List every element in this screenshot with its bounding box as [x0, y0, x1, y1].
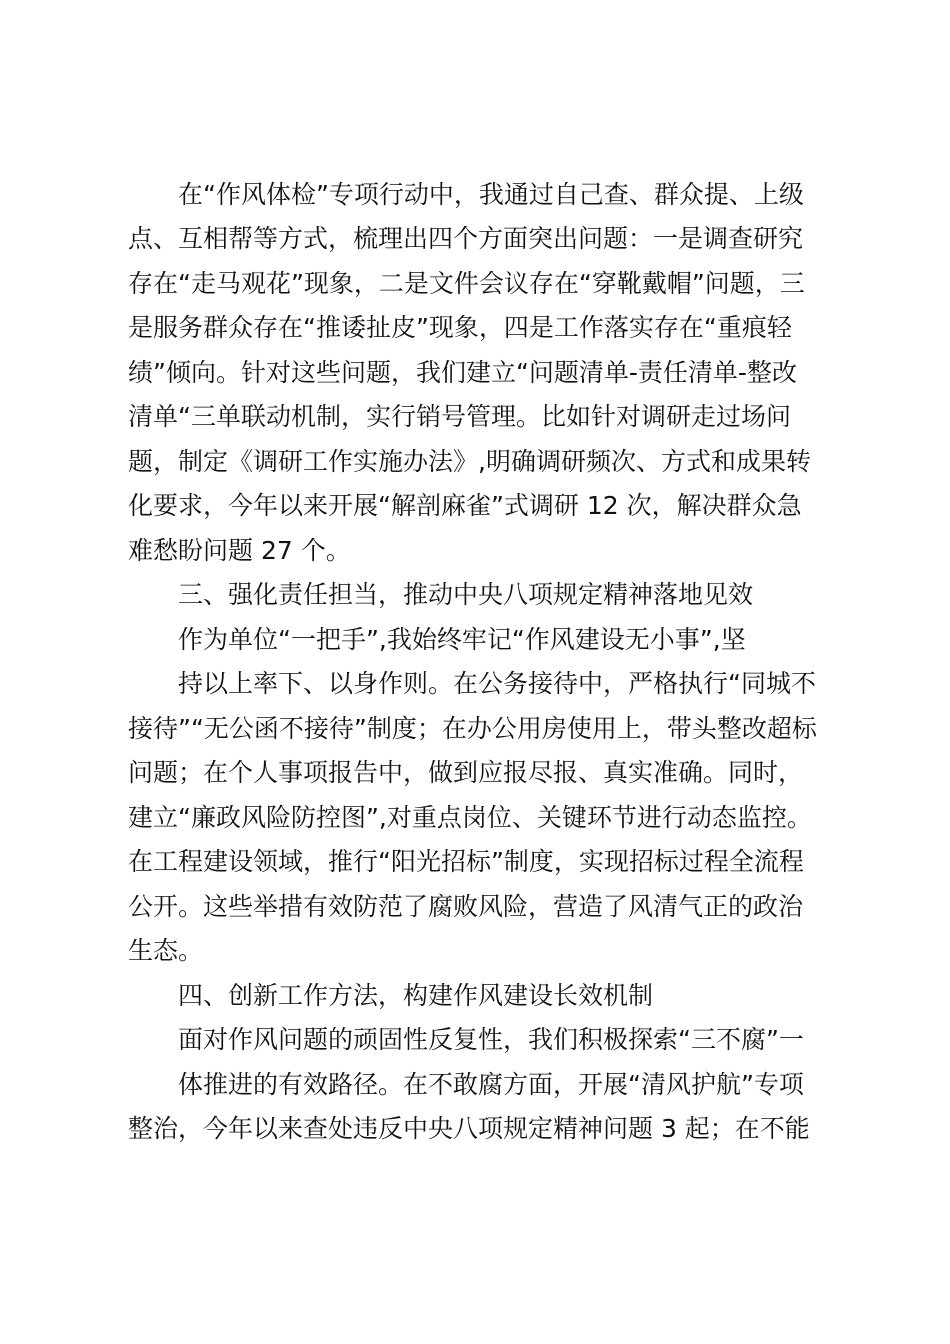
paragraph-line-7: 题，制定《调研工作实施办法》,明确调研频次、方式和成果转 — [128, 447, 811, 476]
paragraph-line-22: 整治，今年以来查处违反中央八项规定精神问题 3 起；在不能 — [128, 1114, 810, 1143]
paragraph-line-15: 建立“廉政风险防控图”,对重点岗位、关键环节进行动态监控。 — [128, 803, 812, 832]
paragraph-line-20: 面对作风问题的顽固性反复性，我们积极探索“三不腐”一 — [178, 1025, 804, 1054]
paragraph-line-18: 生态。 — [128, 936, 204, 965]
paragraph-line-1: 在“作风体检”专项行动中，我通过自己查、群众提、上级 — [178, 180, 804, 209]
paragraph-line-17: 公开。这些举措有效防范了腐败风险，营造了风清气正的政治 — [128, 892, 804, 921]
paragraph-line-14: 问题；在个人事项报告中，做到应报尽报、真实准确。同时， — [128, 758, 804, 787]
paragraph-line-2: 点、互相帮等方式，梳理出四个方面突出问题：一是调查研究 — [128, 224, 804, 253]
paragraph-line-12: 持以上率下、以身作则。在公务接待中，严格执行“同城不 — [178, 669, 816, 698]
section-heading-3: 三、强化责任担当，推动中央八项规定精神落地见效 — [178, 580, 754, 609]
paragraph-line-9: 难愁盼问题 27 个。 — [128, 536, 351, 565]
paragraph-line-21: 体推进的有效路径。在不敢腐方面，开展“清风护航”专项 — [178, 1070, 804, 1099]
paragraph-line-3: 存在“走马观花”现象，二是文件会议存在“穿靴戴帽”问题，三 — [128, 269, 805, 298]
paragraph-line-11: 作为单位“一把手”,我始终牢记“作风建设无小事”,坚 — [178, 625, 746, 654]
paragraph-line-5: 绩”倾向。针对这些问题，我们建立“问题清单-责任清单-整改 — [128, 358, 797, 387]
paragraph-line-8: 化要求，今年以来开展“解剖麻雀”式调研 12 次，解决群众急 — [128, 491, 802, 520]
paragraph-line-16: 在工程建设领域，推行“阳光招标”制度，实现招标过程全流程 — [128, 847, 804, 876]
section-heading-4: 四、创新工作方法，构建作风建设长效机制 — [178, 981, 654, 1010]
paragraph-line-13: 接待”“无公函不接待”制度；在办公用房使用上，带头整改超标 — [128, 714, 817, 743]
paragraph-line-4: 是服务群众存在“推诿扯皮”现象，四是工作落实存在“重痕轻 — [128, 313, 792, 342]
paragraph-line-6: 清单“三单联动机制，实行销号管理。比如针对调研走过场问 — [128, 402, 791, 431]
